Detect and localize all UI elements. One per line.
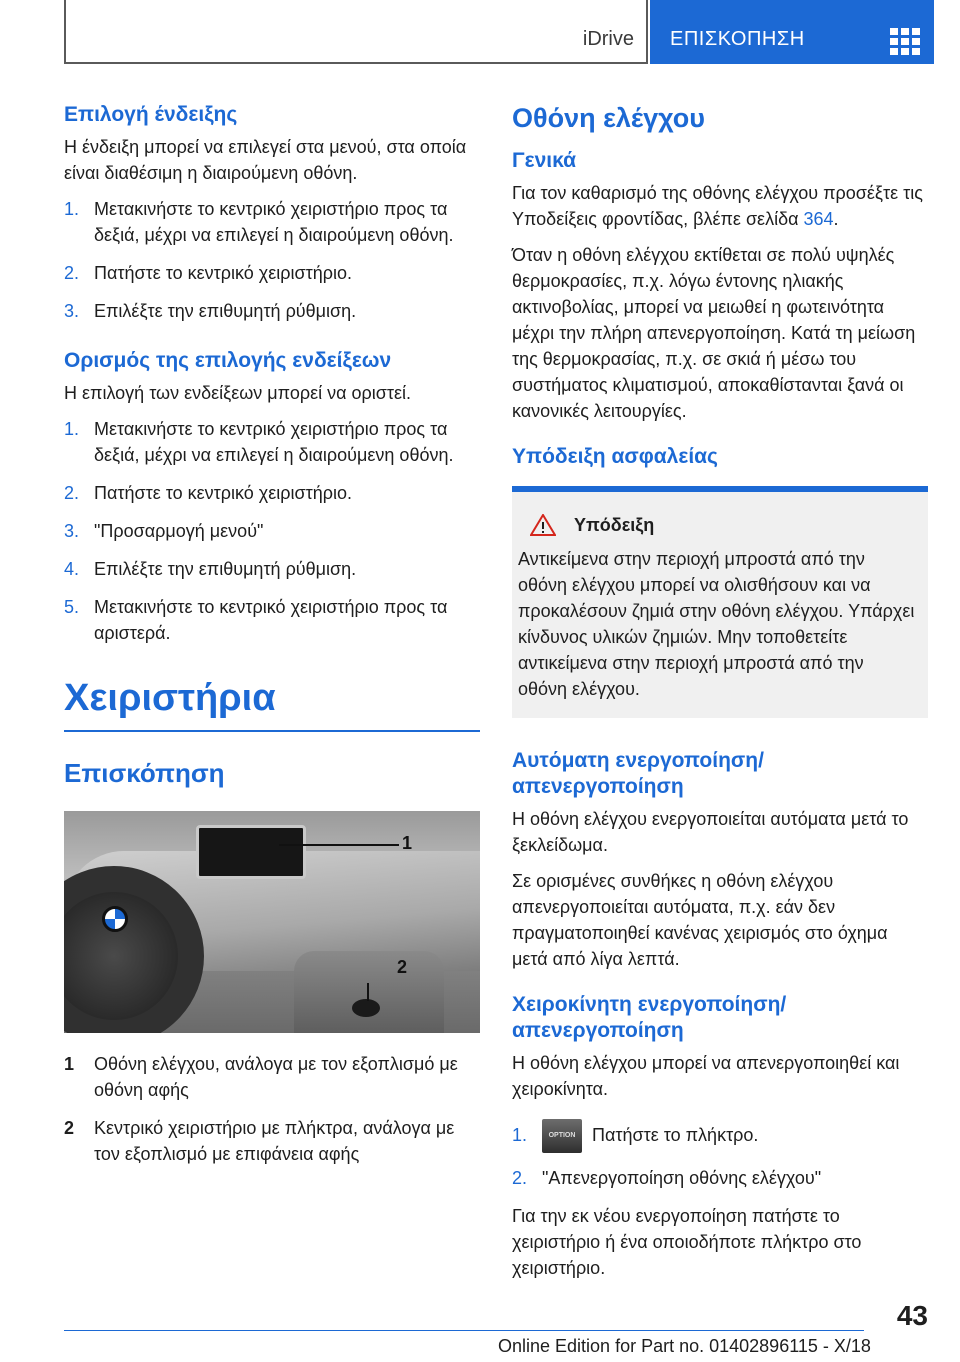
section-title-define-display: Ορισμός της επιλογής ενδείξεων bbox=[64, 349, 392, 372]
manual-paragraph-2: Για την εκ νέου ενεργοποίηση πατήστε το χειριστήριο ή ένα οποιοδήποτε πλήκτρο στο χειριστήριο. bbox=[512, 1206, 862, 1279]
auto-paragraph-2: Σε ορισμένες συνθήκες η οθόνη ελέγχου απενεργοποιείται αυτόματα, π.χ. εάν δεν πραγματοποιηθεί κανένας χειρισμός στο όχημα μετά από λίγα λεπτά. bbox=[512, 871, 888, 969]
general-paragraph-1: Για τον καθαρισμό της οθόνης ελέγχου προσέξτε τις Υποδείξεις φροντίδας, βλέπε σελίδα 364. bbox=[512, 183, 923, 229]
list-item: 3. Επιλέξτε την επιθυμητή ρύθμιση. bbox=[64, 301, 357, 321]
warning-text: Αντικείμενα στην περιοχή μπροστά από την οθόνη ελέγχου μπορεί να ολισθήσουν και να προκαλέσουν ζημιά στην οθόνη ελέγχου. Υπάρχει κίνδυνος υλικών ζημιών. Μην τοποθετείτε αντικείμενα στην περιοχή μπροστά από την οθόνη ελέγχου. bbox=[518, 549, 915, 699]
cockpit-photo bbox=[64, 811, 480, 1033]
page-link[interactable]: 364 bbox=[803, 209, 834, 229]
list-item: 1. OPTION Πατήστε το πλήκτρο. bbox=[512, 1118, 928, 1153]
warning-triangle-icon bbox=[530, 514, 556, 536]
manual-paragraph-1: Η οθόνη ελέγχου μπορεί να απενεργοποιηθεί και χειροκίνητα. bbox=[512, 1053, 900, 1099]
steps-list-2 bbox=[64, 416, 480, 646]
auto-title: Αυτόματη ενεργοποίηση/απενεργοποίηση bbox=[512, 749, 764, 798]
overview-title: Επισκόπηση bbox=[64, 758, 225, 788]
list-item: 2. Πατήστε το κεντρικό χειριστήριο. bbox=[64, 263, 352, 283]
list-item: 4. Επιλέξτε την επιθυμητή ρύθμιση. bbox=[64, 559, 357, 579]
callout-1: 1 bbox=[402, 833, 413, 853]
legend-item: 2 Κεντρικό χειριστήριο με πλήκτρα, ανάλογα με τον εξοπλισμό με επιφάνεια αφής bbox=[64, 1118, 455, 1164]
page-number: 43 bbox=[896, 1300, 928, 1331]
list-item: 1. Μετακινήστε το κεντρικό χειριστήριο προς τα δεξιά, μέχρι να επιλεγεί η διαιρούμενη οθόνη. bbox=[64, 419, 454, 465]
manual-steps-list bbox=[512, 1118, 928, 1191]
legend-list bbox=[64, 1051, 480, 1167]
legend-item: 1 Οθόνη ελέγχου, ανάλογα με τον εξοπλισμό με οθόνη αφής bbox=[64, 1054, 458, 1100]
section-title-select-display: Επιλογή ένδειξης bbox=[64, 103, 238, 126]
warning-title: Υπόδειξη bbox=[574, 514, 655, 535]
safety-title: Υπόδειξη ασφαλείας bbox=[512, 445, 718, 468]
page-header bbox=[64, 0, 934, 64]
left-column bbox=[64, 92, 480, 1179]
warning-box bbox=[512, 486, 928, 718]
list-item: 1. Μετακινήστε το κεντρικό χειριστήριο προς τα δεξιά, μέχρι να επιλεγεί η διαιρούμενη οθόνη. bbox=[64, 199, 454, 245]
footer-edition: Online Edition for Part no. 01402896115 - X/18 bbox=[498, 1336, 871, 1356]
header-title-box bbox=[64, 0, 648, 64]
steps-list-1 bbox=[64, 196, 480, 324]
warning-header bbox=[530, 514, 916, 536]
control-display-image bbox=[196, 825, 306, 879]
section-text: Η επιλογή των ενδείξεων μπορεί να οριστεί. bbox=[64, 383, 412, 403]
brand-logo-icon bbox=[102, 906, 128, 932]
list-item: 2. "Απενεργοποίηση οθόνης ελέγχου" bbox=[512, 1168, 822, 1189]
header-section-tab[interactable] bbox=[650, 0, 934, 64]
controller-image bbox=[352, 999, 380, 1017]
list-item: 2. Πατήστε το κεντρικό χειριστήριο. bbox=[64, 483, 352, 503]
manual-title: Χειροκίνητη ενεργοποίηση/απενεργοποίηση bbox=[512, 993, 787, 1042]
option-button-icon: OPTION bbox=[542, 1119, 582, 1153]
general-title: Γενικά bbox=[512, 149, 577, 172]
auto-paragraph-1: Η οθόνη ελέγχου ενεργοποιείται αυτόματα μετά το ξεκλείδωμα. bbox=[512, 809, 909, 855]
callout-2: 2 bbox=[397, 957, 408, 977]
list-item: 3. "Προσαρμογή μενού" bbox=[64, 521, 264, 541]
chapter-title: Χειριστήρια bbox=[64, 676, 480, 732]
list-item: 5. Μετακινήστε το κεντρικό χειριστήριο προς τα αριστερά. bbox=[64, 597, 448, 643]
control-display-title: Οθόνη ελέγχου bbox=[512, 103, 705, 133]
footer-divider bbox=[64, 1330, 864, 1331]
section-text: Η ένδειξη μπορεί να επιλεγεί στα μενού, στα οποία είναι διαθέσιμη η διαιρούμενη οθόνη. bbox=[64, 137, 467, 183]
header-section-label: ΕΠΙΣΚΟΠΗΣΗ bbox=[670, 28, 805, 50]
grid-icon bbox=[890, 28, 920, 54]
general-paragraph-2: Όταν η οθόνη ελέγχου εκτίθεται σε πολύ υψηλές θερμοκρασίες, π.χ. λόγω έντονης ηλιακής ακτινοβολίας, μπορεί να μειωθεί η φωτεινότητα μέχρι την πλήρη απενεργοποίηση. Κατά τη μείωση της θερμοκρασίας, π.χ. σε σκιά ή μέσω του συστήματος κλιματισμού, αποκαθίστανται ξανά οι κανονικές λειτουργίες. bbox=[512, 245, 916, 421]
right-column bbox=[512, 92, 928, 1291]
header-title: iDrive bbox=[582, 28, 634, 50]
